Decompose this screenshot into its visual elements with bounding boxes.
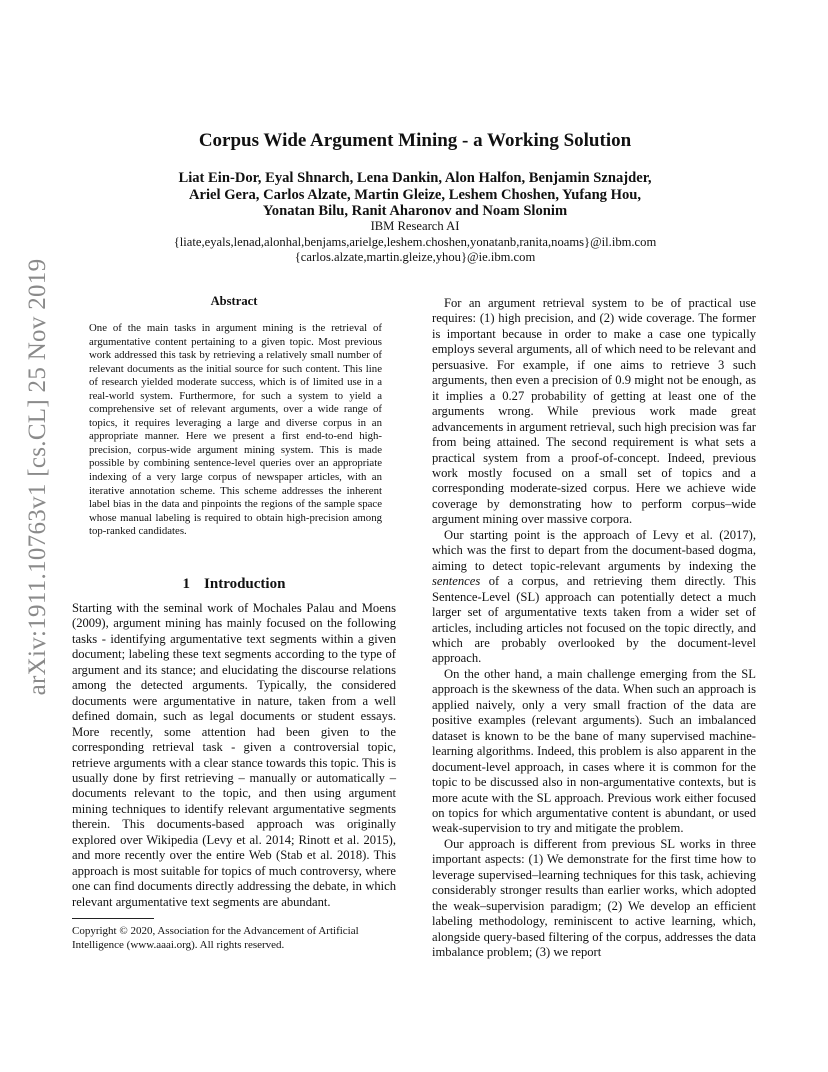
arxiv-id-text: arXiv:1911.10763v1 [cs.CL] 25 Nov 2019 <box>24 258 51 696</box>
abstract-text: One of the main tasks in argument mining is the retrieval of argumentative content pertaining to a given topic. Most previous work addressed this task by retrieving a relatively small number of relevant documents as the initial source for such content. This line of research yielded moderate success, which is of limited use in a real-world system. Furthermore, for such a system to yield a comprehensive set of relevant arguments, over a wide range of topics, it requires leveraging a large and diverse corpus in an appropriate manner. Here we present a first end-to-end high-precision, corpus-wide argument mining system. This is made possible by combining sentence-level queries over an appropriate indexing of a very large corpus of newspaper articles, with an iterative annotation scheme. This scheme addresses the inherent label bias in the data and pinpoints the regions of the sample space whose manual labeling is required to obtain high-precision among top-ranked candidates. <box>89 322 382 538</box>
author-line: Yonatan Bilu, Ranit Aharonov and Noam Slonim <box>262 203 568 219</box>
abstract-heading: Abstract <box>210 294 258 308</box>
paragraph-text: Our starting point is the approach of Levy et al. (2017), which was the first to depart from the document-based dogma, aiming to detect topic-relevant arguments by indexing the <box>432 527 756 573</box>
author-line: Ariel Gera, Carlos Alzate, Martin Gleize, Leshem Choshen, Yufang Hou, <box>188 186 642 203</box>
section-title: Introduction <box>204 576 286 592</box>
author-emails: {liate,eyals,lenad,alonhal,benjams,arielge,leshem.choshen,yonatanb,ranita,noams}@il.ibm.com <box>173 234 657 249</box>
affiliation-org: IBM Research AI <box>370 219 460 233</box>
body-paragraph: For an argument retrieval system to be of practical use requires: (1) high precision, and (2) wide coverage. The former is important because in order to make a case one typically employs several arguments, all of which need to be relevant and persuasive. For example, if one aims to retrieve 3 such arguments, then even a precision of 0.9 might not be enough, as it implies a 0.27 probability of getting at least one of the arguments wrong. While previous work made great advancements in argument retrieval, such high precision was far from being attained. The second requirement is what sets a practical system from a proof-of-concept. Indeed, previous work mostly focused on a small set of topics and a corresponding moderate-sized corpus. Here we achieve wide coverage by demonstrating how to perform corpus–wide argument mining over massive corpora. <box>432 296 756 527</box>
author-emails: {carlos.alzate,martin.gleize,yhou}@ie.ibm.com <box>294 250 536 264</box>
footnote-line: Copyright © 2020, Association for the Advancement of Artificial <box>72 925 359 937</box>
body-paragraph: Our approach is different from previous SL works in three important aspects: (1) We demonstrate for the first time how to leverage supervised–learning techniques for this task, achieving considerably stronger results than earlier works, which adopted the weak–supervision paradigm; (2) We develop an efficient labeling methodology, reminiscent to active learning, which, alongside query-based filtering of the corpus, addresses the data imbalance problem; (3) we report <box>432 836 756 960</box>
body-paragraph <box>432 528 756 667</box>
author-line: Liat Ein-Dor, Eyal Shnarch, Lena Dankin, Alon Halfon, Benjamin Sznajder, <box>178 170 652 186</box>
arxiv-watermark <box>16 258 60 696</box>
section-heading <box>72 576 396 593</box>
section-number: 1 <box>182 576 191 592</box>
right-column <box>432 296 756 960</box>
introduction-paragraph: Starting with the seminal work of Mochales Palau and Moens (2009), argument mining has mainly focused on the following tasks - identifying argumentative text segments within a given document; labeling these text segments according to the type of argument and its stance; and elucidating the discourse relations among the detected arguments. Typically, the considered documents were argumentative in nature, taken from a well defined domain, such as legal documents or student essays. More recently, some attention had been given to the corresponding retrieval task - given a controversial topic, retrieve arguments with a clear stance towards this topic. This is usually done by first retrieving – manually or automatically – documents relevant to the topic, and then using argument mining techniques to identify relevant argumentative segments therein. This documents-based approach was originally explored over Wikipedia (Levy et al. 2014; Rinott et al. 2015), and more recently over the entire Web (Stab et al. 2018). This approach is most suitable for topics of much controversy, where one can find documents directly addressing the debate, in which relevant argumentative text segments are abundant. <box>72 601 396 909</box>
paper-title: Corpus Wide Argument Mining - a Working Solution <box>198 130 632 151</box>
body-paragraph: On the other hand, a main challenge emerging from the SL approach is the skewness of the data. When such an approach is applied naively, only a very small fraction of the data are positive examples (relevant arguments). Such an imbalanced dataset is known to be the bane of many supervised machine-learning algorithms. Indeed, this problem is also apparent in the document-level approach, in cases where it is common for the topic to be discussed also in non-argumentative contexts, but is more acute with the SL approach. Previous work either focused on topics for which argumentative content is abundant, or used weak-supervision to try and mitigate the problem. <box>432 666 756 836</box>
emphasis-text: sentences <box>432 574 481 589</box>
affiliation <box>72 219 758 266</box>
footnote-line: Intelligence (www.aaai.org). All rights reserved. <box>72 938 285 951</box>
copyright-footnote <box>72 925 402 952</box>
paragraph-text: of a corpus, and retrieving them directly. This Sentence-Level (SL) approach can potentially detect a much larger set of argumentative texts taken from a wider set of articles, including articles not focused on the topic directly, and which are probably overlooked by the document-level approach. <box>432 574 756 666</box>
footnote-rule <box>72 918 154 919</box>
author-list <box>72 170 758 220</box>
